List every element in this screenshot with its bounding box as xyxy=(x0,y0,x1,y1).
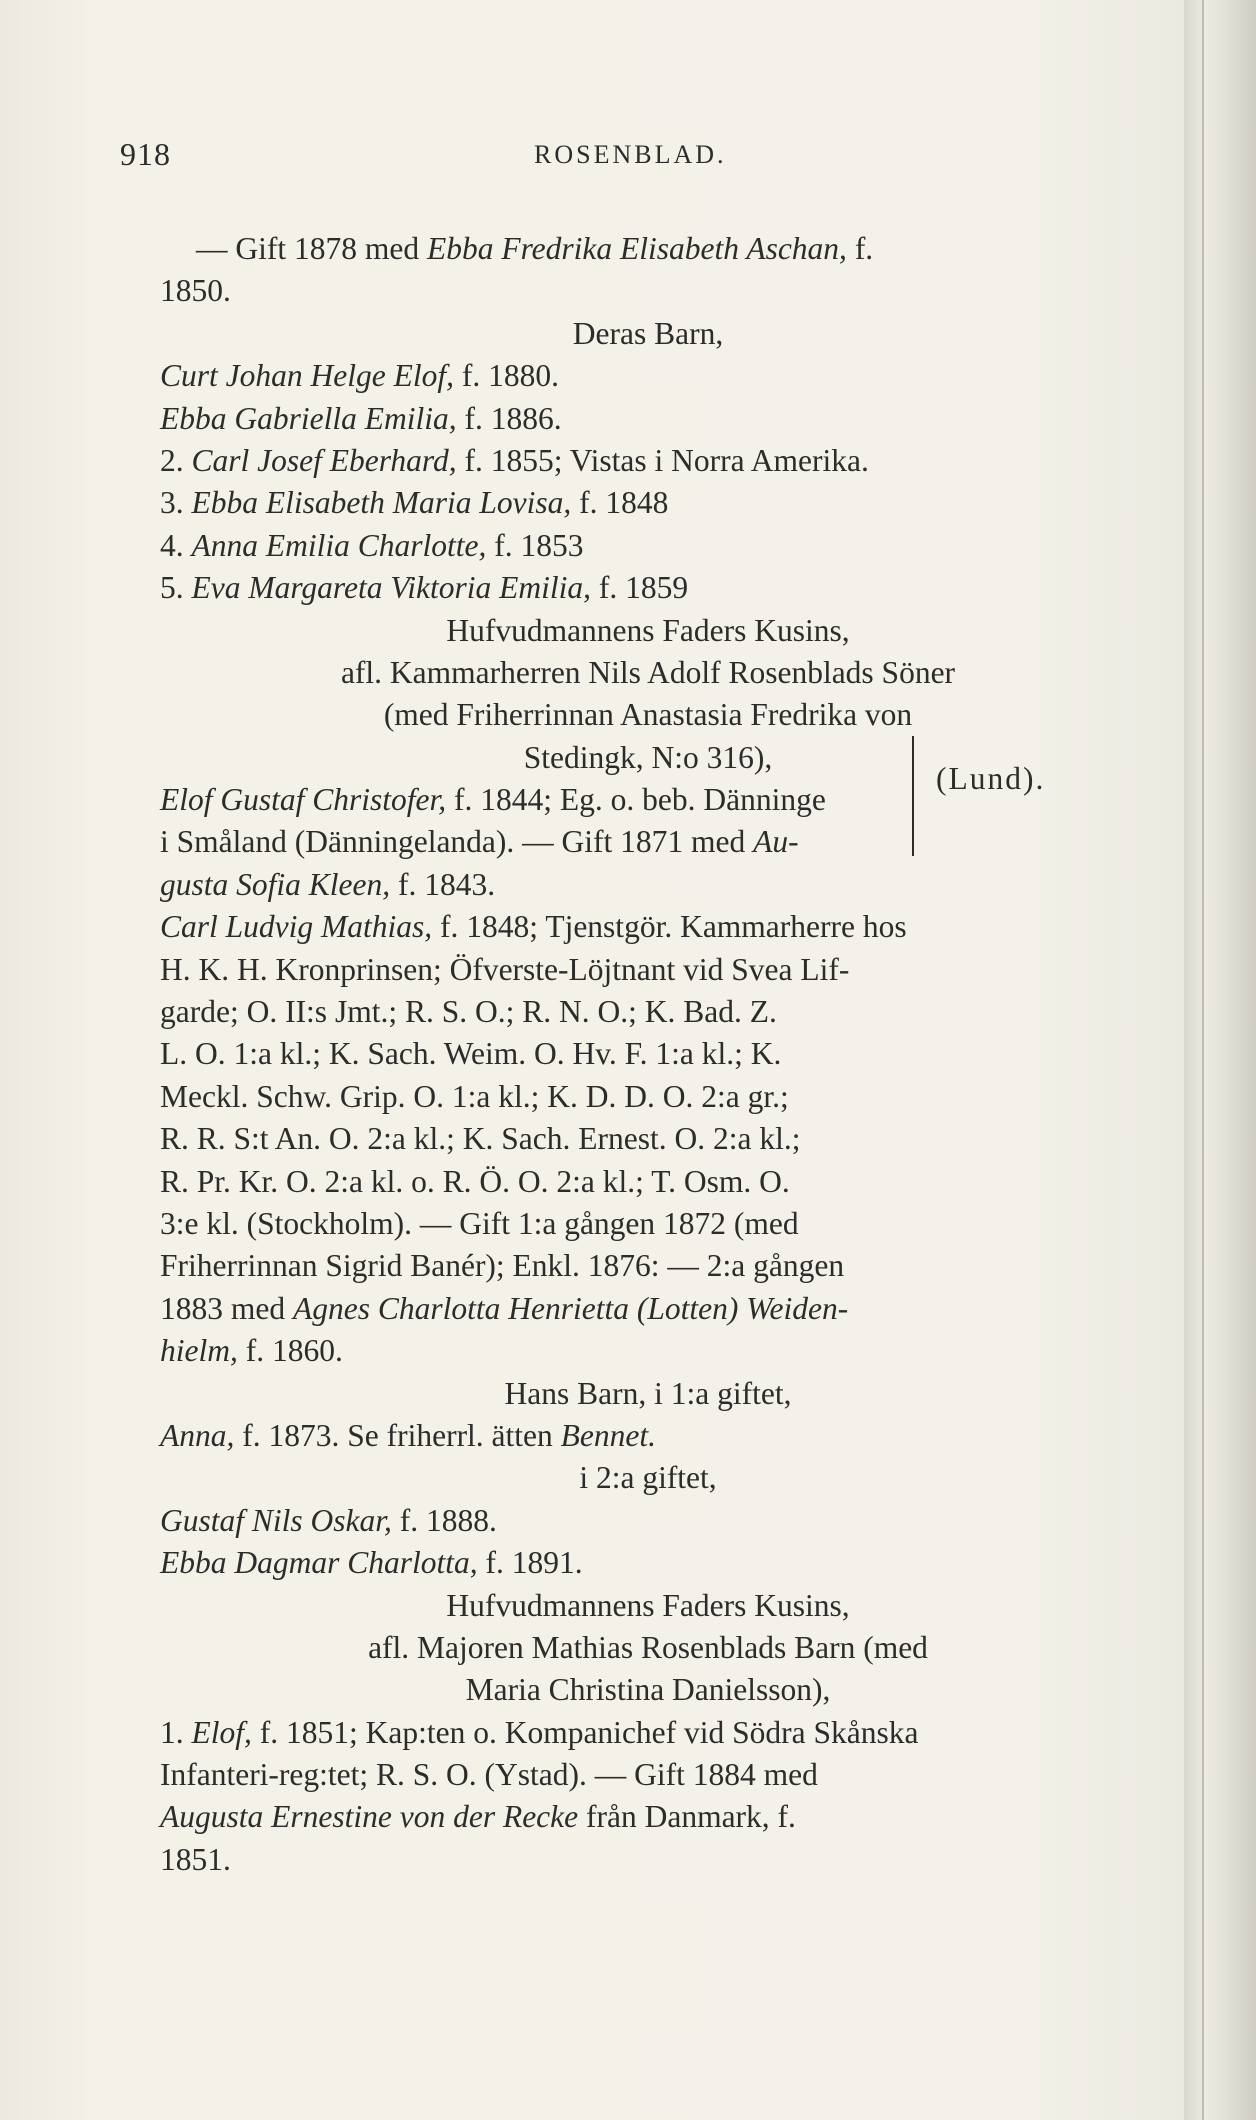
text-segment: från Danmark, f. xyxy=(578,1799,796,1835)
italic-segment: Carl Ludvig Mathias, xyxy=(160,909,433,945)
text-segment: 2. xyxy=(160,442,192,478)
text-segment: i 2:a giftet, xyxy=(579,1460,717,1496)
text-segment: f. 1860. xyxy=(237,1333,343,1369)
book-spine xyxy=(1184,0,1256,2120)
italic-segment: Elof Gustaf Christofer, xyxy=(160,782,447,818)
text-line xyxy=(160,482,1136,524)
text-segment: f. 1848; Tjenstgör. Kammarherre hos xyxy=(432,909,907,945)
text-segment: Stedingk, N:o 316), xyxy=(523,739,773,775)
text-segment: R. R. S:t An. O. 2:a kl.; K. Sach. Ernest. O. 2:a kl.; xyxy=(160,1121,801,1157)
italic-segment: gusta Sofia Kleen, xyxy=(160,866,391,902)
text-line xyxy=(160,1076,1136,1118)
text-line xyxy=(160,270,1136,312)
text-line xyxy=(160,906,1136,948)
text-segment: 1851. xyxy=(160,1841,231,1877)
italic-segment: Bennet. xyxy=(560,1417,656,1453)
italic-segment: Ebba Gabriella Emilia, xyxy=(160,400,457,436)
italic-segment: hielm, xyxy=(160,1333,238,1369)
text-line xyxy=(160,1796,1136,1838)
section-heading xyxy=(160,1669,1136,1711)
text-line xyxy=(160,1839,1136,1881)
italic-segment: Gustaf Nils Oskar, xyxy=(160,1502,392,1538)
text-line xyxy=(160,1542,1136,1584)
text-segment: f. 1843. xyxy=(390,866,496,902)
text-segment: f. 1888. xyxy=(391,1502,497,1538)
text-line xyxy=(160,949,1136,991)
text-segment: Hufvudmannens Faders Kusins, xyxy=(446,1587,850,1623)
text-line xyxy=(160,228,1136,270)
text-segment: f. 1853 xyxy=(486,527,584,563)
section-heading xyxy=(160,1457,1136,1499)
text-segment: i Småland (Dänningelanda). — Gift 1871 med xyxy=(160,824,754,860)
text-line xyxy=(160,1330,1136,1372)
text-segment: 1883 med xyxy=(160,1290,293,1326)
section-heading xyxy=(160,694,1136,736)
section-heading xyxy=(160,313,1136,355)
text-segment: 5. xyxy=(160,570,192,606)
text-line xyxy=(160,398,1136,440)
text-segment: Hufvudmannens Faders Kusins, xyxy=(446,612,850,648)
text-segment: afl. Majoren Mathias Rosenblads Barn (med xyxy=(368,1629,928,1665)
text-segment: 3:e kl. (Stockholm). — Gift 1:a gången 1872 (med xyxy=(160,1205,799,1241)
text-segment: Maria Christina Danielsson), xyxy=(465,1672,831,1708)
text-segment: Hans Barn, i 1:a giftet, xyxy=(504,1375,792,1411)
italic-segment: Carl Josef Eberhard, xyxy=(191,442,457,478)
brace-bracket xyxy=(912,736,926,856)
section-heading xyxy=(160,1627,1136,1669)
text-segment: 4. xyxy=(160,527,192,563)
italic-segment: Agnes Charlotta Henrietta (Lotten) Weiden- xyxy=(292,1290,849,1326)
text-line xyxy=(160,1033,1136,1075)
text-line xyxy=(160,567,1136,609)
text-segment: f. 1855; Vistas i Norra Amerika. xyxy=(456,442,869,478)
text-line xyxy=(160,1161,1136,1203)
text-segment: R. Pr. Kr. O. 2:a kl. o. R. Ö. O. 2:a kl.; T. Osm. O. xyxy=(160,1163,790,1199)
text-segment: — Gift 1878 med xyxy=(196,231,427,266)
italic-segment: Curt Johan Helge Elof, xyxy=(160,358,454,394)
text-segment: f. 1859 xyxy=(591,570,689,606)
text-line xyxy=(160,1245,1136,1287)
italic-segment: Ebba Dagmar Charlotta, xyxy=(160,1545,478,1581)
brace-note: (Lund). xyxy=(936,761,1046,796)
text-line xyxy=(160,525,1136,567)
section-heading xyxy=(160,610,1136,652)
page-number: 918 xyxy=(120,136,171,172)
running-title: ROSENBLAD. xyxy=(534,140,727,169)
section-heading xyxy=(160,1585,1136,1627)
text-line xyxy=(160,864,1136,906)
text-segment: f. 1851; Kap:ten o. Kompanichef vid Södra Skånska xyxy=(251,1714,919,1750)
italic-segment: Elof, xyxy=(191,1714,252,1750)
text-segment: f. 1880. xyxy=(453,358,559,394)
text-segment: f. 1886. xyxy=(456,400,562,436)
text-line xyxy=(160,355,1136,397)
text-segment: f. xyxy=(846,231,874,266)
text-segment: H. K. H. Kronprinsen; Öfverste-Löjtnant vid Svea Lif- xyxy=(160,951,850,987)
italic-segment: Anna Emilia Charlotte, xyxy=(191,527,487,563)
text-segment: 3. xyxy=(160,485,192,521)
text-segment: Infanteri-reg:tet; R. S. O. (Ystad). — Gift 1884 med xyxy=(160,1757,818,1793)
text-line xyxy=(160,1415,1136,1457)
italic-segment: Au- xyxy=(753,824,799,860)
italic-segment: Anna, xyxy=(160,1417,235,1453)
spine-edge-line xyxy=(1202,0,1204,2120)
text-segment: L. O. 1:a kl.; K. Sach. Weim. O. Hv. F. 1:a kl.; K. xyxy=(160,1036,782,1072)
text-segment: f. 1848 xyxy=(571,485,669,521)
text-line xyxy=(160,821,1136,863)
text-segment: garde; O. II:s Jmt.; R. S. O.; R. N. O.; K. Bad. Z. xyxy=(160,994,777,1030)
text-segment: Deras Barn, xyxy=(572,315,724,351)
section-heading xyxy=(160,652,1136,694)
text-segment: f. 1844; Eg. o. beb. Dänninge xyxy=(446,782,826,818)
text-segment: (med Friherrinnan Anastasia Fredrika von xyxy=(383,697,913,733)
italic-segment: Augusta Ernestine von der Recke xyxy=(160,1799,579,1835)
text-segment: 1850. xyxy=(160,273,231,309)
text-segment: Meckl. Schw. Grip. O. 1:a kl.; K. D. D. O. 2:a gr.; xyxy=(160,1078,789,1114)
italic-segment: Ebba Fredrika Elisabeth Aschan, xyxy=(426,231,847,266)
text-segment: 1. xyxy=(160,1714,192,1750)
text-line xyxy=(160,1500,1136,1542)
text-line xyxy=(160,991,1136,1033)
section-heading xyxy=(160,1373,1136,1415)
text-line xyxy=(160,1712,1136,1754)
page-body xyxy=(160,228,1136,1881)
text-line xyxy=(160,1203,1136,1245)
text-line xyxy=(160,1118,1136,1160)
text-line xyxy=(160,440,1136,482)
page-header xyxy=(120,136,1140,180)
text-line xyxy=(160,1288,1136,1330)
text-segment: f. 1891. xyxy=(477,1545,583,1581)
text-line xyxy=(160,1754,1136,1796)
italic-segment: Eva Margareta Viktoria Emilia, xyxy=(191,570,592,606)
text-segment: Friherrinnan Sigrid Banér); Enkl. 1876: — 2:a gången xyxy=(160,1248,845,1284)
italic-segment: Ebba Elisabeth Maria Lovisa, xyxy=(191,485,572,521)
text-segment: f. 1873. Se friherrl. ätten xyxy=(234,1417,561,1453)
text-segment: afl. Kammarherren Nils Adolf Rosenblads Söner xyxy=(340,654,956,690)
